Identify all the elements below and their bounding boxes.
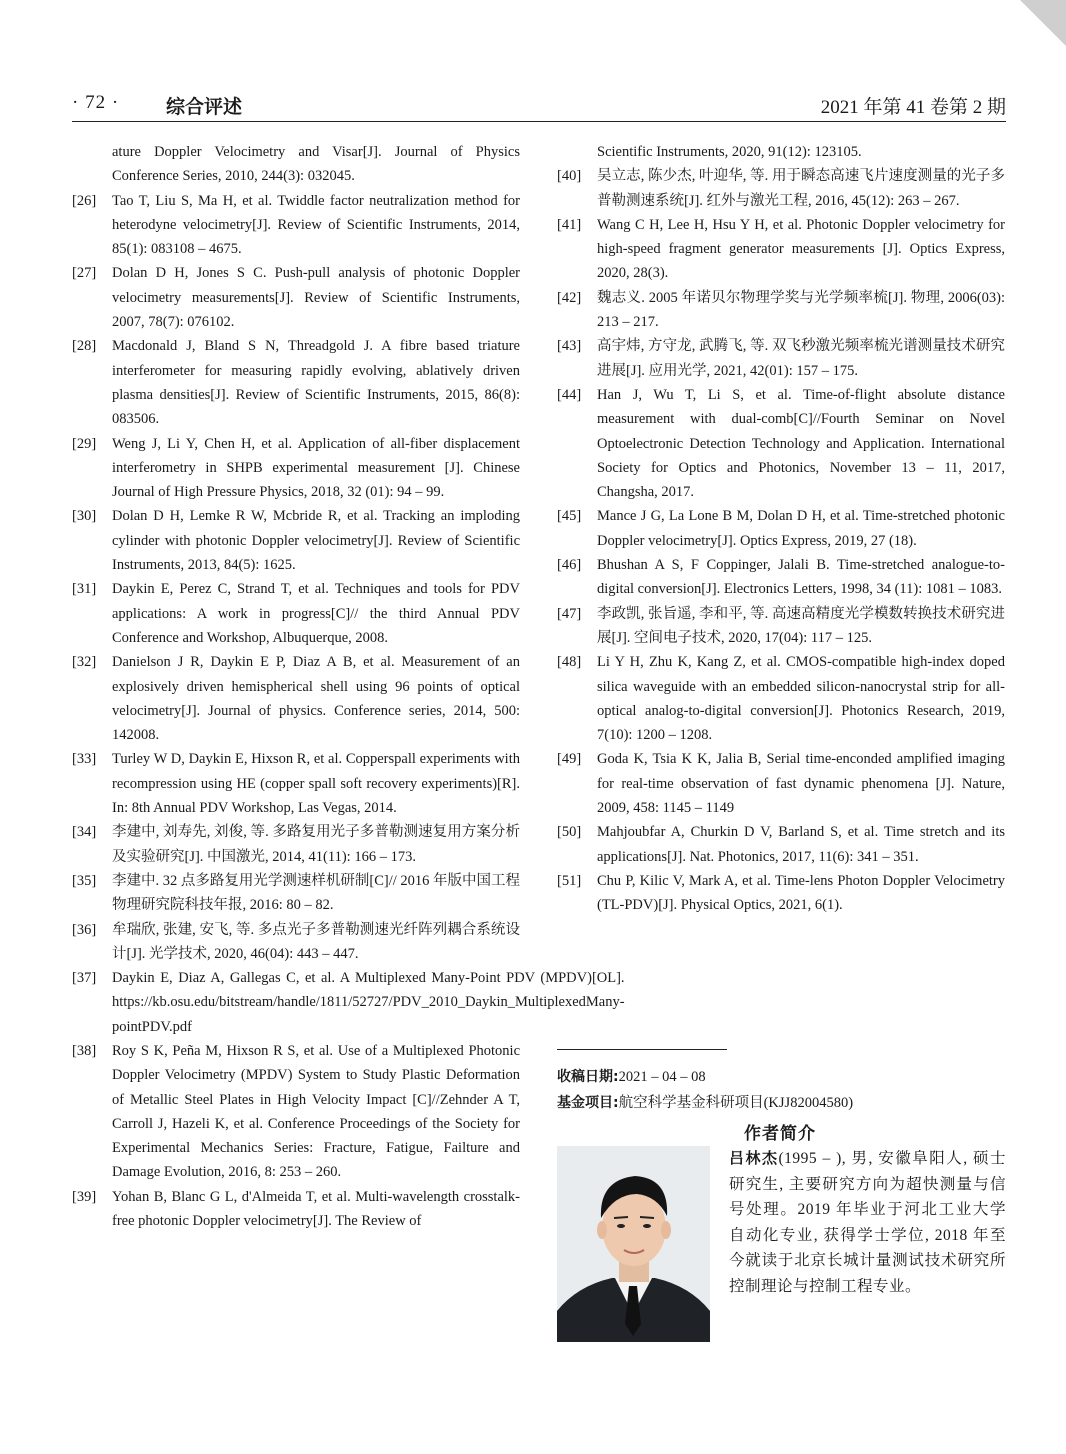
- author-bio-heading: 作者简介: [744, 1124, 816, 1144]
- reference-entry: [557, 383, 1005, 504]
- reference-entry: [72, 820, 520, 869]
- author-name: 吕林杰: [729, 1149, 779, 1167]
- reference-entry: [72, 747, 520, 820]
- reference-entry: [72, 577, 520, 650]
- reference-number: [30]: [72, 508, 97, 525]
- reference-text: Bhushan A S, F Coppinger, Jalali B. Time-stretched analogue-to-digital conversion[J]. Electronics Letters, 1998, 34 (11): 1081 – 1083.: [597, 557, 1005, 598]
- reference-number: [47]: [557, 605, 582, 622]
- reference-text: Roy S K, Peña M, Hixson R S, et al. Use of a Multiplexed Photonic Doppler Velocimetry (MPDV) System to Study Plastic Deformation of Metallic Steel Plates in High Velocity Impact [C]//Zehnder A T, Carroll J, Hazeli K, et al. Conference Proceedings of the Society for Experimental Mechanics Series: Fracture, Fatigue, Failture and Damage Evolution, 2016, 8: 253 – 260.: [112, 1042, 520, 1181]
- reference-text: Danielson J R, Daykin E P, Diaz A B, et al. Measurement of an explosively driven hemispherical shell using 96 points of optical velocimetry[J]. Journal of physics. Conference series, 2014, 500: 142008.: [112, 654, 520, 744]
- reference-entry: [72, 140, 520, 189]
- reference-text: Li Y H, Zhu K, Kang Z, et al. CMOS-compatible high-index doped silica waveguide with an embedded silicon-nanocrystal strip for all-optical analog-to-digital conversion[J]. Photonics Research, 2019, 7(10): 1200 – 1208.: [597, 654, 1005, 744]
- reference-entry: [72, 261, 520, 334]
- reference-entry: [557, 869, 1005, 918]
- reference-text: Yohan B, Blanc G L, d'Almeida T, et al. Multi-wavelength crosstalk-free photonic Doppler velocimetry[J]. The Review of: [112, 1188, 520, 1230]
- reference-number: [35]: [72, 872, 97, 889]
- header-rule: [72, 121, 1006, 122]
- reference-entry: [72, 334, 520, 431]
- issue-info: 2021 年第 41 卷第 2 期: [820, 97, 1006, 118]
- reference-number: [26]: [72, 192, 97, 209]
- reference-number: [44]: [557, 386, 582, 403]
- reference-text: Wang C H, Lee H, Hsu Y H, et al. Photonic Doppler velocimetry for high-speed fragment generator measurements [J]. Optics Express, 2020, 28(3).: [597, 216, 1005, 282]
- reference-text: Daykin E, Perez C, Strand T, et al. Techniques and tools for PDV applications: A work in progress[C]// the third Annual PDV Conference and Workshop, Albuquerque, 2008.: [112, 581, 520, 646]
- reference-text: 吴立志, 陈少杰, 叶迎华, 等. 用于瞬态高速飞片速度测量的光子多普勒测速系统[J]. 红外与激光工程, 2016, 45(12): 263 – 267.: [597, 168, 1005, 209]
- reference-number: [33]: [72, 751, 97, 768]
- reference-text: 魏志义. 2005 年诺贝尔物理学奖与光学频率梳[J]. 物理, 2006(03): 213 – 217.: [597, 289, 1005, 331]
- reference-number: [29]: [72, 435, 97, 452]
- reference-number: [51]: [557, 872, 582, 889]
- reference-number: [38]: [72, 1042, 97, 1059]
- reference-entry: [72, 189, 520, 262]
- reference-entry: [72, 650, 520, 747]
- reference-entry: [72, 966, 625, 1039]
- reference-text: 牟瑞欣, 张建, 安飞, 等. 多点光子多普勒测速光纤阵列耦合系统设计[J]. 光学技术, 2020, 46(04): 443 – 447.: [112, 921, 520, 962]
- reference-entry: [557, 747, 1005, 820]
- reference-text: Mahjoubfar A, Churkin D V, Barland S, et al. Time stretch and its applications[J]. Nat. Photonics, 2017, 11(6): 341 – 351.: [597, 824, 1005, 865]
- reference-text: Daykin E, Diaz A, Gallegas C, et al. A Multiplexed Many-Point PDV (MPDV)[OL]. https://kb.osu.edu/bitstream/handle/1811/52727/PDV_2010_Daykin_MultiplexedMany-pointPDV.pdf: [112, 970, 625, 1035]
- reference-number: [49]: [557, 751, 582, 768]
- reference-text: Turley W D, Daykin E, Hixson R, et al. Copperspall experiments with recompression using HE (copper spall soft recovery experiments)[R]. In: 8th Annual PDV Workshop, Las Vegas, 2014.: [112, 751, 520, 817]
- author-photo: [557, 1146, 710, 1342]
- reference-text: 李政凯, 张旨遥, 李和平, 等. 高速高精度光学模数转换技术研究进展[J]. 空间电子技术, 2020, 17(04): 117 – 125.: [597, 605, 1005, 646]
- reference-text: Goda K, Tsia K K, Jalia B, Serial time-enconded amplified imaging for real-time observation of fast dynamic phenomena [J]. Nature, 2009, 458: 1145 – 1149: [597, 751, 1005, 817]
- reference-text: Chu P, Kilic V, Mark A, et al. Time-lens Photon Doppler Velocimetry (TL-PDV)[J]. Physical Optics, 2021, 6(1).: [597, 872, 1005, 914]
- fund-project: [557, 1092, 853, 1114]
- received-label: 收稿日期:: [557, 1069, 619, 1085]
- reference-number: [41]: [557, 216, 582, 233]
- reference-text: Tao T, Liu S, Ma H, et al. Twiddle factor neutralization method for heterodyne velocimetry[J]. Review of Scientific Instruments, 2014, 85(1): 083108 – 4675.: [112, 192, 520, 258]
- reference-entry: [557, 164, 1005, 213]
- running-header: [72, 90, 1006, 118]
- page-corner-fold: [1020, 0, 1066, 46]
- reference-number: [72, 140, 112, 189]
- reference-number: [37]: [72, 970, 97, 987]
- reference-text: ature Doppler Velocimetry and Visar[J]. Journal of Physics Conference Series, 2010, 244(3): 032045.: [112, 144, 520, 185]
- reference-text: Weng J, Li Y, Chen H, et al. Application of all-fiber displacement interferometry in SHPB experimental measurement [J]. Chinese Journal of High Pressure Physics, 2018, 32 (01): 94 – 99.: [112, 435, 520, 501]
- reference-text: Han J, Wu T, Li S, et al. Time-of-flight absolute distance measurement with dual-comb[C]//Fourth Seminar on Novel Optoelectronic Detection Technology and Application. International Society for Optics and Photonics, November 13 – 11, 2017, Changsha, 2017.: [597, 386, 1005, 501]
- reference-number: [46]: [557, 557, 582, 574]
- reference-entry: [557, 602, 1005, 651]
- reference-entry: [557, 504, 1005, 553]
- reference-number: [32]: [72, 654, 97, 671]
- reference-number: [27]: [72, 265, 97, 282]
- reference-entry: [557, 650, 1005, 747]
- reference-entry: [557, 140, 1005, 164]
- reference-entry: [72, 918, 520, 967]
- reference-number: [40]: [557, 168, 582, 185]
- reference-entry: [72, 1185, 520, 1234]
- reference-number: [39]: [72, 1188, 97, 1205]
- received-value: 2021 – 04 – 08: [618, 1069, 706, 1085]
- reference-entry: [557, 553, 1005, 602]
- reference-entry: [557, 286, 1005, 335]
- reference-entry: [72, 432, 520, 505]
- reference-number: [42]: [557, 289, 582, 306]
- reference-text: Scientific Instruments, 2020, 91(12): 123105.: [597, 144, 862, 160]
- reference-text: Macdonald J, Bland S N, Threadgold J. A fibre based triature interferometer for measuring rapidly evolving, ablatively driven plasma densities[J]. Review of Scientific Instruments, 2015, 86(8): 083506.: [112, 338, 520, 428]
- reference-entry: [72, 869, 520, 918]
- fund-value: 航空科学基金科研项目(KJJ82004580): [618, 1095, 854, 1111]
- reference-number: [36]: [72, 921, 97, 938]
- reference-number: [28]: [72, 338, 97, 355]
- reference-text: Dolan D H, Jones S C. Push-pull analysis of photonic Doppler velocimetry measurements[J]. Review of Scientific Instruments, 2007, 78(7): 076102.: [112, 265, 520, 331]
- fund-label: 基金项目:: [557, 1095, 619, 1111]
- reference-entry: [72, 1039, 520, 1185]
- reference-text: 李建中. 32 点多路复用光学测速样机研制[C]// 2016 年版中国工程物理研究院科技年报, 2016: 80 – 82.: [112, 872, 521, 914]
- page-number: · 72 ·: [72, 92, 120, 113]
- reference-entry: [72, 504, 520, 577]
- reference-number: [31]: [72, 581, 97, 598]
- section-title: 综合评述: [166, 96, 243, 118]
- received-date: [557, 1066, 706, 1088]
- author-bio-text: (1995 – ), 男, 安徽阜阳人, 硕士研究生, 主要研究方向为超快测量与信号处理。2019 年毕业于河北工业大学自动化专业, 获得学士学位, 2018 年至今就读于北京长城计量测试技术研究所控制理论与控制工程专业。: [729, 1150, 1006, 1295]
- references-right-column: [557, 140, 1005, 918]
- reference-number: [557, 140, 597, 164]
- reference-text: 高宇炜, 方守龙, 武腾飞, 等. 双飞秒激光频率梳光谱测量技术研究进展[J]. 应用光学, 2021, 42(01): 157 – 175.: [597, 338, 1005, 379]
- reference-number: [43]: [557, 338, 582, 355]
- reference-entry: [557, 213, 1005, 286]
- reference-number: [48]: [557, 654, 582, 671]
- reference-number: [50]: [557, 824, 582, 841]
- reference-number: [45]: [557, 508, 582, 525]
- reference-text: Dolan D H, Lemke R W, Mcbride R, et al. Tracking an imploding cylinder with photonic Doppler velocimetry[J]. Review of Scientific Instruments, 2013, 84(5): 1625.: [112, 508, 520, 574]
- reference-number: [34]: [72, 824, 97, 841]
- reference-entry: [557, 334, 1005, 383]
- reference-entry: [557, 820, 1005, 869]
- footnote-rule: [557, 1049, 727, 1050]
- reference-text: 李建中, 刘寿先, 刘俊, 等. 多路复用光子多普勒测速复用方案分析及实验研究[J]. 中国激光, 2014, 41(11): 166 – 173.: [112, 824, 520, 865]
- reference-text: Mance J G, La Lone B M, Dolan D H, et al. Time-stretched photonic Doppler velocimetry[J]. Optics Express, 2019, 27 (18).: [597, 508, 1005, 549]
- author-bio: [729, 1146, 1006, 1299]
